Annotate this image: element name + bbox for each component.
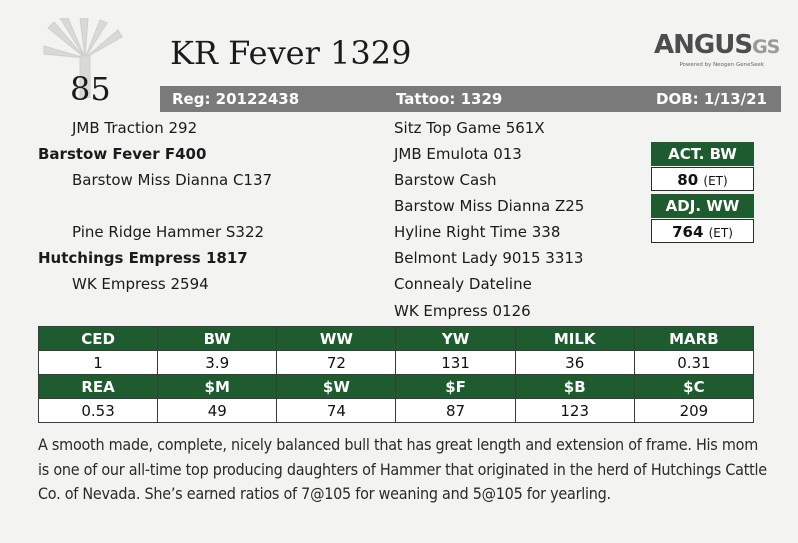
pedigree-dam: Hutchings Empress 1817	[38, 249, 248, 267]
pedigree-right-item: Connealy Dateline	[394, 275, 532, 293]
epd-value: 87	[396, 399, 515, 423]
epd-header-row	[39, 375, 754, 399]
actual-bw-label: ACT. BW	[651, 142, 754, 166]
tattoo: Tattoo: 1329	[396, 90, 503, 108]
epd-value: 3.9	[158, 351, 277, 375]
epd-value: 0.31	[634, 351, 753, 375]
epd-value: 49	[158, 399, 277, 423]
epd-header-row	[39, 327, 754, 351]
angus-gs-logo: ANGUSGS Powered by Neogen GeneSeek	[654, 30, 780, 68]
registration-number: Reg: 20122438	[172, 90, 300, 108]
epd-header: MARB	[634, 327, 753, 351]
epd-header: $W	[277, 375, 396, 399]
pedigree-right-item: JMB Emulota 013	[394, 145, 522, 163]
epd-header: BW	[158, 327, 277, 351]
epd-value: 36	[515, 351, 634, 375]
epd-value: 209	[634, 399, 753, 423]
epd-value: 74	[277, 399, 396, 423]
epd-header: WW	[277, 327, 396, 351]
lot-number: 85	[70, 70, 111, 108]
epd-value: 72	[277, 351, 396, 375]
adjusted-ww-label: ADJ. WW	[651, 194, 754, 218]
pedigree-right-item: Hyline Right Time 338	[394, 223, 561, 241]
epd-table	[38, 326, 754, 423]
epd-header: YW	[396, 327, 515, 351]
pedigree-sire-sire: JMB Traction 292	[72, 119, 198, 137]
registration-bar	[160, 86, 781, 112]
pedigree-right-item: Belmont Lady 9015 3313	[394, 249, 584, 267]
pedigree-sire: Barstow Fever F400	[38, 145, 207, 163]
epd-value-row	[39, 351, 754, 375]
pedigree-right-item: Barstow Miss Dianna Z25	[394, 197, 585, 215]
epd-value: 0.53	[39, 399, 158, 423]
epd-value: 131	[396, 351, 515, 375]
pedigree-right-item: Barstow Cash	[394, 171, 497, 189]
pedigree-dam-sire: Pine Ridge Hammer S322	[72, 223, 265, 241]
epd-value-row	[39, 399, 754, 423]
epd-header: MILK	[515, 327, 634, 351]
epd-header: $B	[515, 375, 634, 399]
pedigree-right-item: Sitz Top Game 561X	[394, 119, 545, 137]
description-text: A smooth made, complete, nicely balanced bull that has great length and extension of frame. His mom is one of our all-time top producing daughters of Hammer that originated in the herd of Hutchings Cattle Co. of Nevada. She’s earned ratios of 7@105 for weaning and 5@105 for yearling.	[38, 435, 767, 503]
pedigree-sire-dam: Barstow Miss Dianna C137	[72, 171, 273, 189]
epd-header: REA	[39, 375, 158, 399]
adjusted-ww-value: 764 (ET)	[651, 219, 754, 243]
pedigree-dam-dam: WK Empress 2594	[72, 275, 209, 293]
animal-name: KR Fever 1329	[170, 34, 412, 72]
epd-value: 123	[515, 399, 634, 423]
epd-header: $F	[396, 375, 515, 399]
pedigree-right-item: WK Empress 0126	[394, 302, 531, 320]
epd-header: CED	[39, 327, 158, 351]
epd-header: $C	[634, 375, 753, 399]
epd-value: 1	[39, 351, 158, 375]
actual-bw-value: 80 (ET)	[651, 167, 754, 191]
epd-header: $M	[158, 375, 277, 399]
date-of-birth: DOB: 1/13/21	[656, 90, 767, 108]
